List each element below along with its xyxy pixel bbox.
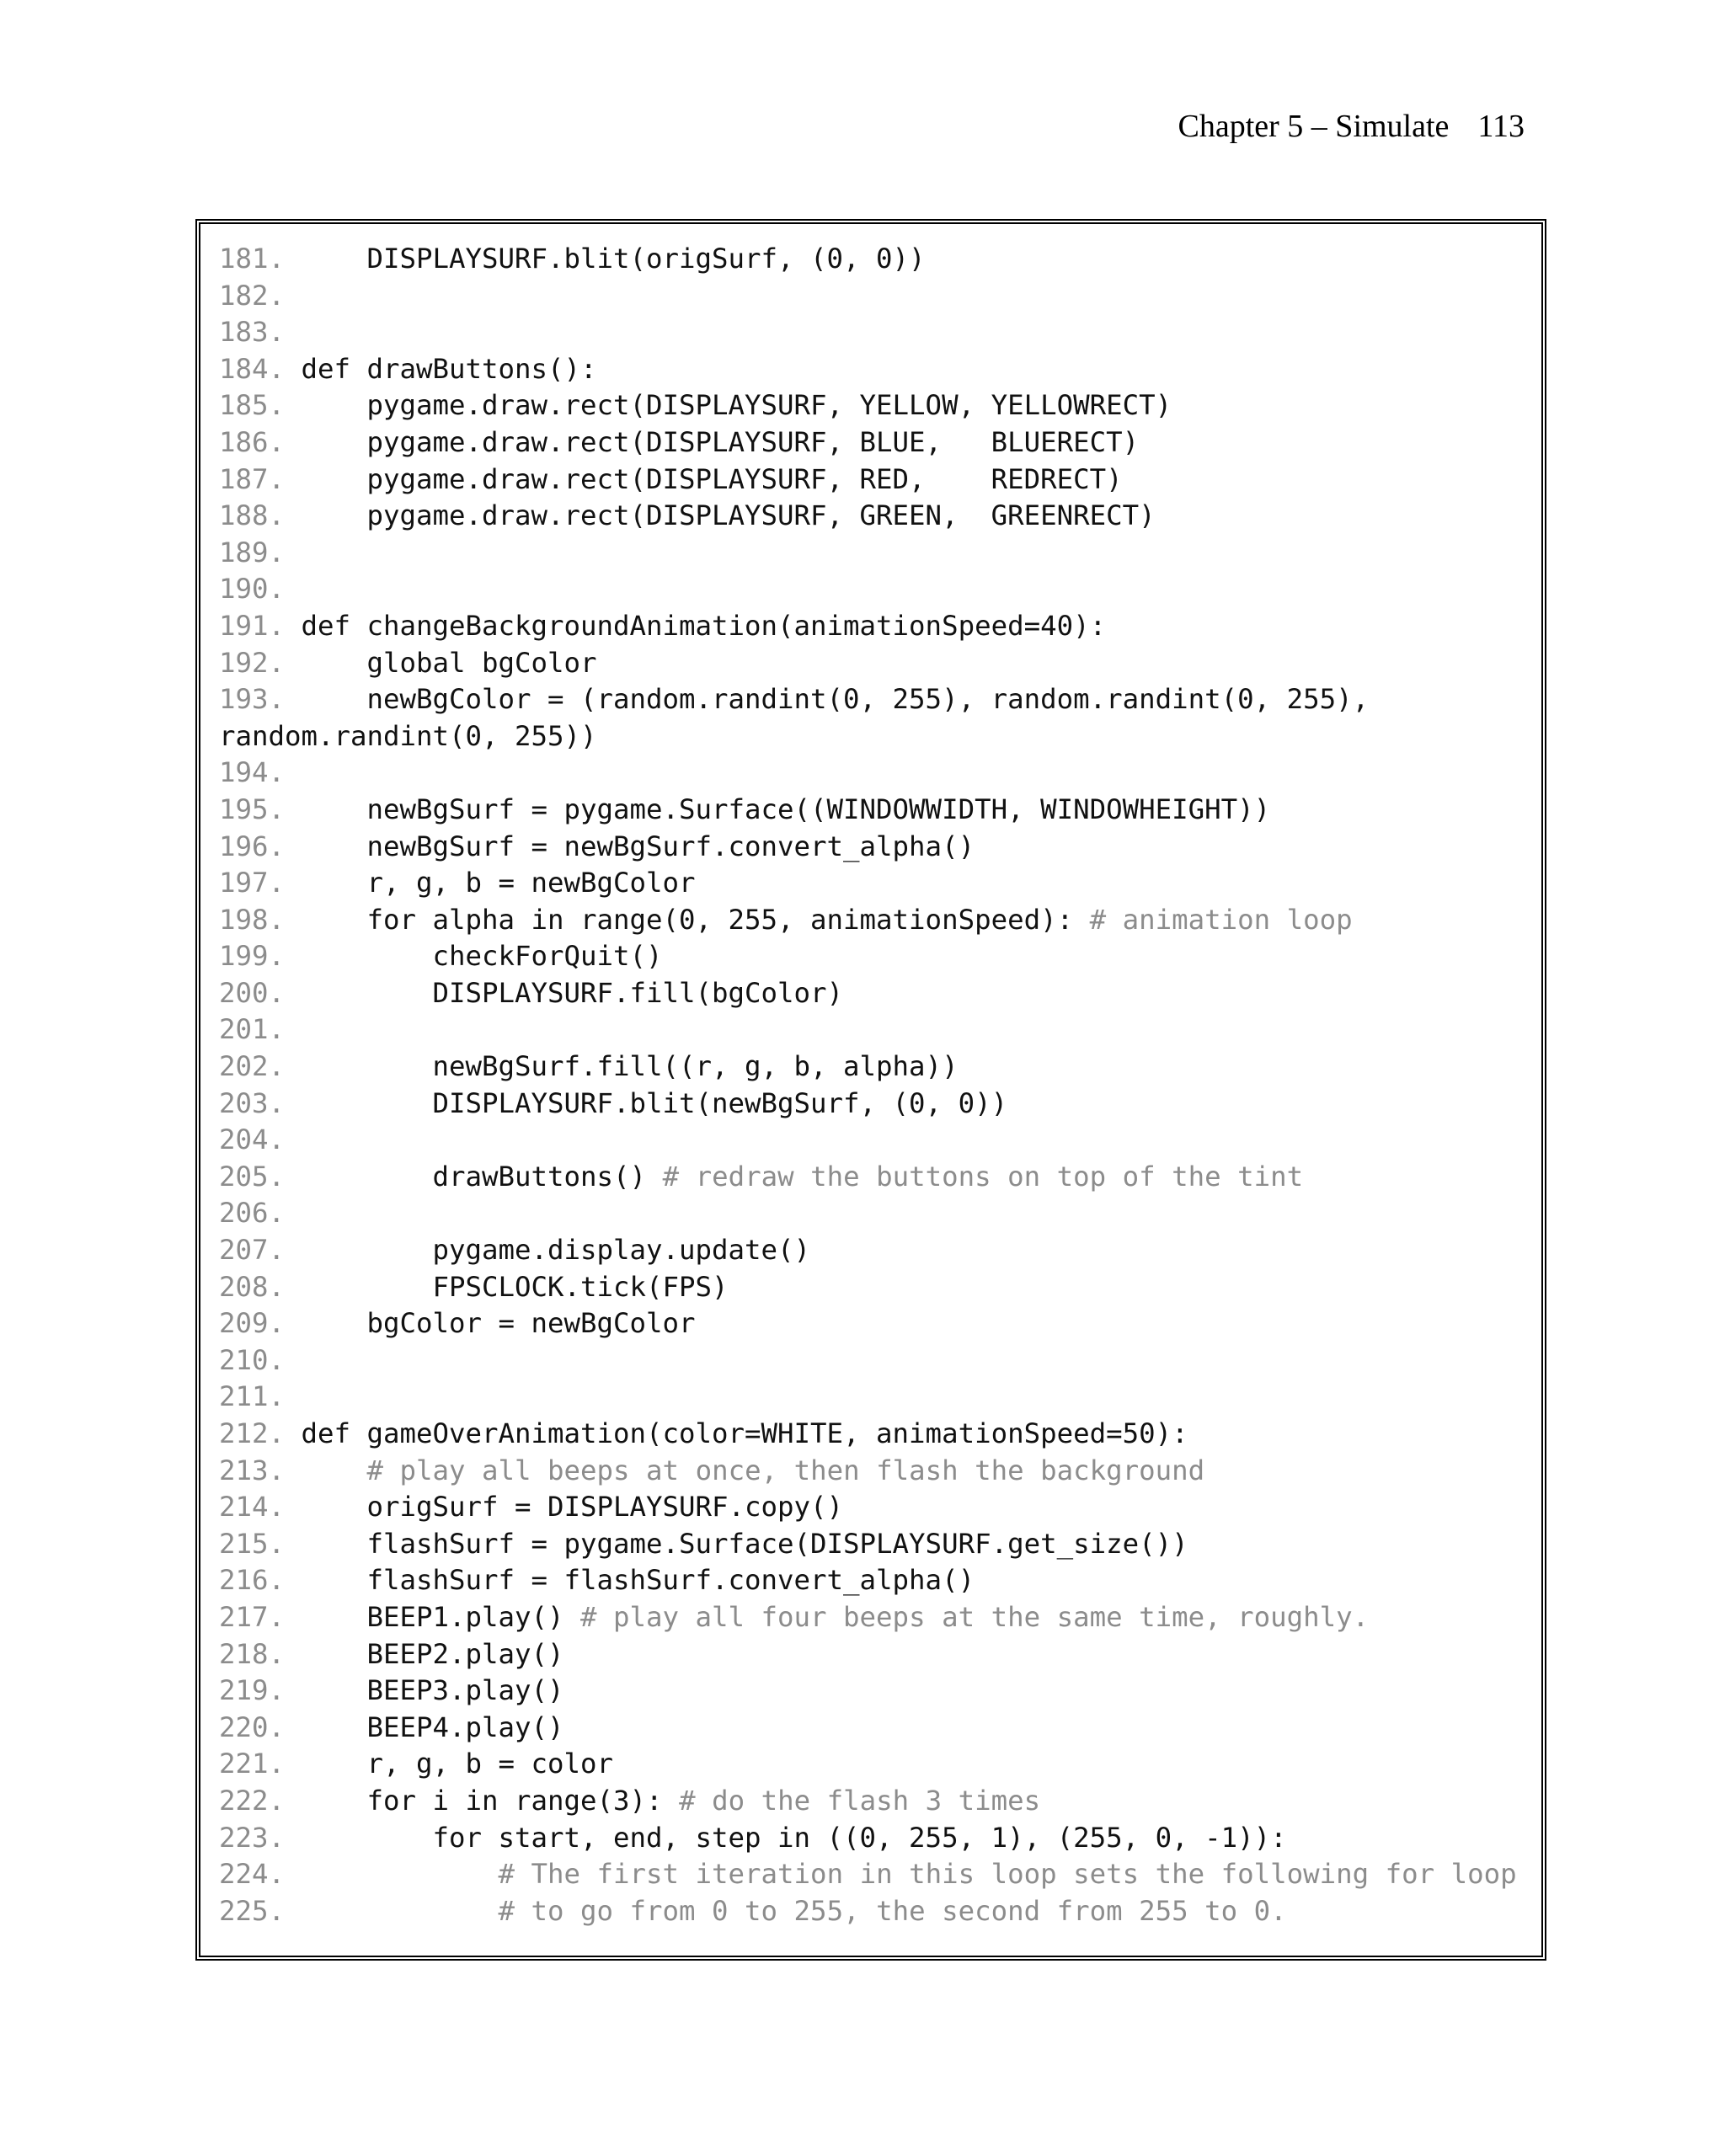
line-number: 200. [219,976,286,1009]
line-number: 195. [219,792,286,825]
code-line [219,1049,1533,1086]
line-number: 184. [219,352,286,385]
code-text: newBgColor = (random.randint(0, 255), random.randint(0, 255), [301,683,1370,716]
code-text: pygame.draw.rect(DISPLAYSURF, YELLOW, YELLOWRECT) [301,389,1172,422]
line-number: 214. [219,1491,286,1524]
line-gutter-space [285,1528,302,1560]
line-number: 191. [219,609,286,642]
line-number: 185. [219,389,286,422]
line-gutter-space [285,1417,302,1449]
code-text: for i in range(3): [301,1784,680,1817]
line-number: 203. [219,1086,286,1119]
code-text: flashSurf = pygame.Surface(DISPLAYSURF.get_size()) [301,1527,1188,1560]
line-gutter-space [285,1234,302,1266]
code-line [219,718,1533,755]
code-line [219,498,1533,535]
line-number: 188. [219,499,286,532]
line-gutter-space [285,1087,302,1119]
line-gutter-space [285,353,302,385]
code-comment: # do the flash 3 times [679,1784,1041,1817]
line-number: 194. [219,756,286,789]
code-text: r, g, b = color [301,1748,614,1780]
line-number: 192. [219,646,286,679]
line-gutter-space [285,647,302,679]
code-line [219,278,1533,315]
code-comment: # play all beeps at once, then flash the background [366,1454,1205,1486]
line-number: 215. [219,1527,286,1560]
code-line [219,424,1533,462]
line-number: 197. [219,867,286,899]
code-comment: # redraw the buttons on top of the tint [662,1160,1304,1193]
code-listing [219,241,1533,1929]
code-text [302,1858,499,1890]
line-gutter-space [285,1785,302,1817]
line-number: 189. [219,536,286,568]
code-text: def drawButtons(): [301,352,597,385]
line-gutter-space [285,977,302,1009]
line-gutter-space [285,1638,302,1670]
code-text: drawButtons() [301,1160,663,1193]
code-line [219,1673,1533,1710]
code-line [219,1599,1533,1636]
code-text: bgColor = newBgColor [301,1307,696,1340]
code-text: for alpha in range(0, 255, animationSpeed): [301,903,1090,936]
line-number: 183. [219,316,286,349]
code-text: flashSurf = flashSurf.convert_alpha() [301,1564,975,1597]
code-line [219,1122,1533,1159]
line-gutter-space [285,389,302,421]
line-gutter-space [285,1344,302,1376]
line-gutter-space [285,1748,302,1780]
line-gutter-space [285,1307,302,1339]
code-text: global bgColor [301,646,597,679]
line-gutter-space [285,1822,302,1854]
code-comment: # The first iteration in this loop sets the following for loop [498,1858,1517,1891]
line-gutter-space [285,573,302,605]
line-number: 218. [219,1637,286,1670]
code-text: BEEP4.play() [301,1710,564,1743]
line-gutter-space [285,1564,302,1596]
chapter-title: Chapter 5 – Simulate [1178,109,1450,144]
code-line [219,314,1533,351]
line-gutter-space [285,1271,302,1303]
line-number: 207. [219,1234,286,1267]
code-line [219,462,1533,499]
line-gutter-space [285,1858,302,1890]
code-text: newBgSurf = newBgSurf.convert_alpha() [301,830,975,862]
line-number: 210. [219,1343,286,1376]
line-gutter-space [285,1123,302,1155]
code-text: def changeBackgroundAnimation(animationSpeed=40): [301,609,1107,642]
line-gutter-space [285,940,302,972]
code-line [219,1746,1533,1783]
line-gutter-space [285,1197,302,1229]
line-number: 198. [219,903,286,936]
code-line [219,829,1533,866]
line-number: 186. [219,425,286,458]
line-number: 193. [219,683,286,716]
code-comment: # animation loop [1089,903,1353,936]
line-gutter-space [285,1380,302,1412]
code-text: newBgSurf = pygame.Surface((WINDOWWIDTH, WINDOWHEIGHT)) [301,792,1271,825]
code-line [219,608,1533,645]
line-gutter-space [285,536,302,568]
code-text: r, g, b = newBgColor [301,867,696,899]
line-number: 205. [219,1160,286,1193]
line-number: 211. [219,1380,286,1413]
line-number: 187. [219,462,286,495]
line-gutter-space [285,1601,302,1633]
line-gutter-space [285,867,302,899]
code-text: BEEP2.play() [301,1637,564,1670]
line-number: 216. [219,1564,286,1597]
code-text: DISPLAYSURF.blit(newBgSurf, (0, 0)) [301,1086,1008,1119]
code-line [219,1526,1533,1563]
line-gutter-space [285,280,302,312]
code-text: pygame.draw.rect(DISPLAYSURF, GREEN, GREENRECT) [301,499,1156,532]
code-text: DISPLAYSURF.fill(bgColor) [301,976,844,1009]
code-line [219,1416,1533,1453]
line-gutter-space [285,1711,302,1743]
line-number: 209. [219,1307,286,1340]
code-line [219,1379,1533,1416]
code-line [219,1011,1533,1049]
page-header [1178,108,1525,145]
line-gutter-space [285,463,302,495]
code-line [219,902,1533,939]
code-line [219,1086,1533,1123]
line-number: 202. [219,1050,286,1083]
line-number: 220. [219,1710,286,1743]
code-line [219,1820,1533,1857]
code-text: FPSCLOCK.tick(FPS) [301,1270,729,1303]
line-gutter-space [285,1161,302,1193]
line-number: 219. [219,1674,286,1707]
line-number: 190. [219,573,286,606]
code-line [219,1636,1533,1673]
code-line [219,645,1533,682]
code-text: pygame.draw.rect(DISPLAYSURF, BLUE, BLUERECT) [301,425,1140,458]
code-line [219,1342,1533,1380]
line-number: 221. [219,1748,286,1780]
line-gutter-space [285,793,302,825]
line-number: 217. [219,1600,286,1633]
line-gutter-space [285,904,302,936]
line-gutter-space [285,830,302,862]
code-line [219,1195,1533,1232]
code-line [219,387,1533,424]
code-text: newBgSurf.fill((r, g, b, alpha)) [301,1050,959,1083]
line-gutter-space [285,1013,302,1045]
code-comment: # to go from 0 to 255, the second from 255 to 0. [498,1894,1287,1927]
code-text: origSurf = DISPLAYSURF.copy() [301,1491,844,1524]
code-text: def gameOverAnimation(color=WHITE, animationSpeed=50): [301,1417,1188,1449]
line-gutter-space [285,243,302,275]
code-line [219,865,1533,902]
code-line [219,1232,1533,1269]
line-number: 212. [219,1417,286,1449]
page-number: 113 [1477,109,1525,144]
line-number: 213. [219,1454,286,1486]
line-gutter-space [285,1674,302,1706]
code-line [219,351,1533,388]
code-line [219,755,1533,792]
line-number: 225. [219,1894,286,1927]
line-number: 222. [219,1784,286,1817]
code-line [219,1269,1533,1306]
code-line [219,681,1533,718]
line-gutter-space [285,1491,302,1523]
line-gutter-space [285,316,302,348]
line-gutter-space [285,1895,302,1927]
line-number: 181. [219,243,286,275]
line-number: 206. [219,1197,286,1230]
code-text [302,1895,499,1927]
code-text: random.randint(0, 255)) [219,719,597,752]
line-number: 204. [219,1123,286,1156]
line-gutter-space [285,756,302,788]
line-gutter-space [285,1050,302,1082]
code-text [302,1454,367,1486]
code-text: DISPLAYSURF.blit(origSurf, (0, 0)) [301,243,926,275]
code-line [219,535,1533,572]
line-number: 208. [219,1270,286,1303]
code-line [219,975,1533,1012]
code-line [219,1159,1533,1196]
code-text: checkForQuit() [301,940,663,973]
line-number: 196. [219,830,286,862]
code-listing-box [195,219,1546,1961]
code-line [219,1783,1533,1820]
code-line [219,1562,1533,1599]
code-text: pygame.draw.rect(DISPLAYSURF, RED, REDRECT) [301,462,1123,495]
code-line [219,792,1533,829]
code-line [219,571,1533,608]
code-text: for start, end, step in ((0, 255, 1), (255, 0, -1)): [301,1821,1287,1854]
line-gutter-space [285,1454,302,1486]
code-line [219,938,1533,975]
code-line [219,1489,1533,1526]
code-line [219,1453,1533,1490]
line-number: 199. [219,940,286,973]
line-number: 224. [219,1858,286,1891]
code-line [219,1305,1533,1342]
line-gutter-space [285,499,302,531]
line-gutter-space [285,426,302,458]
code-line [219,1710,1533,1747]
code-line [219,1856,1533,1893]
line-gutter-space [285,683,302,715]
code-line [219,1893,1533,1930]
code-line [219,241,1533,278]
line-number: 201. [219,1013,286,1046]
line-number: 223. [219,1821,286,1854]
line-number: 182. [219,279,286,312]
code-text: BEEP3.play() [301,1674,564,1707]
code-text: BEEP1.play() [301,1600,581,1633]
code-comment: # play all four beeps at the same time, roughly. [580,1600,1370,1633]
code-text: pygame.display.update() [301,1234,811,1267]
line-gutter-space [285,610,302,642]
